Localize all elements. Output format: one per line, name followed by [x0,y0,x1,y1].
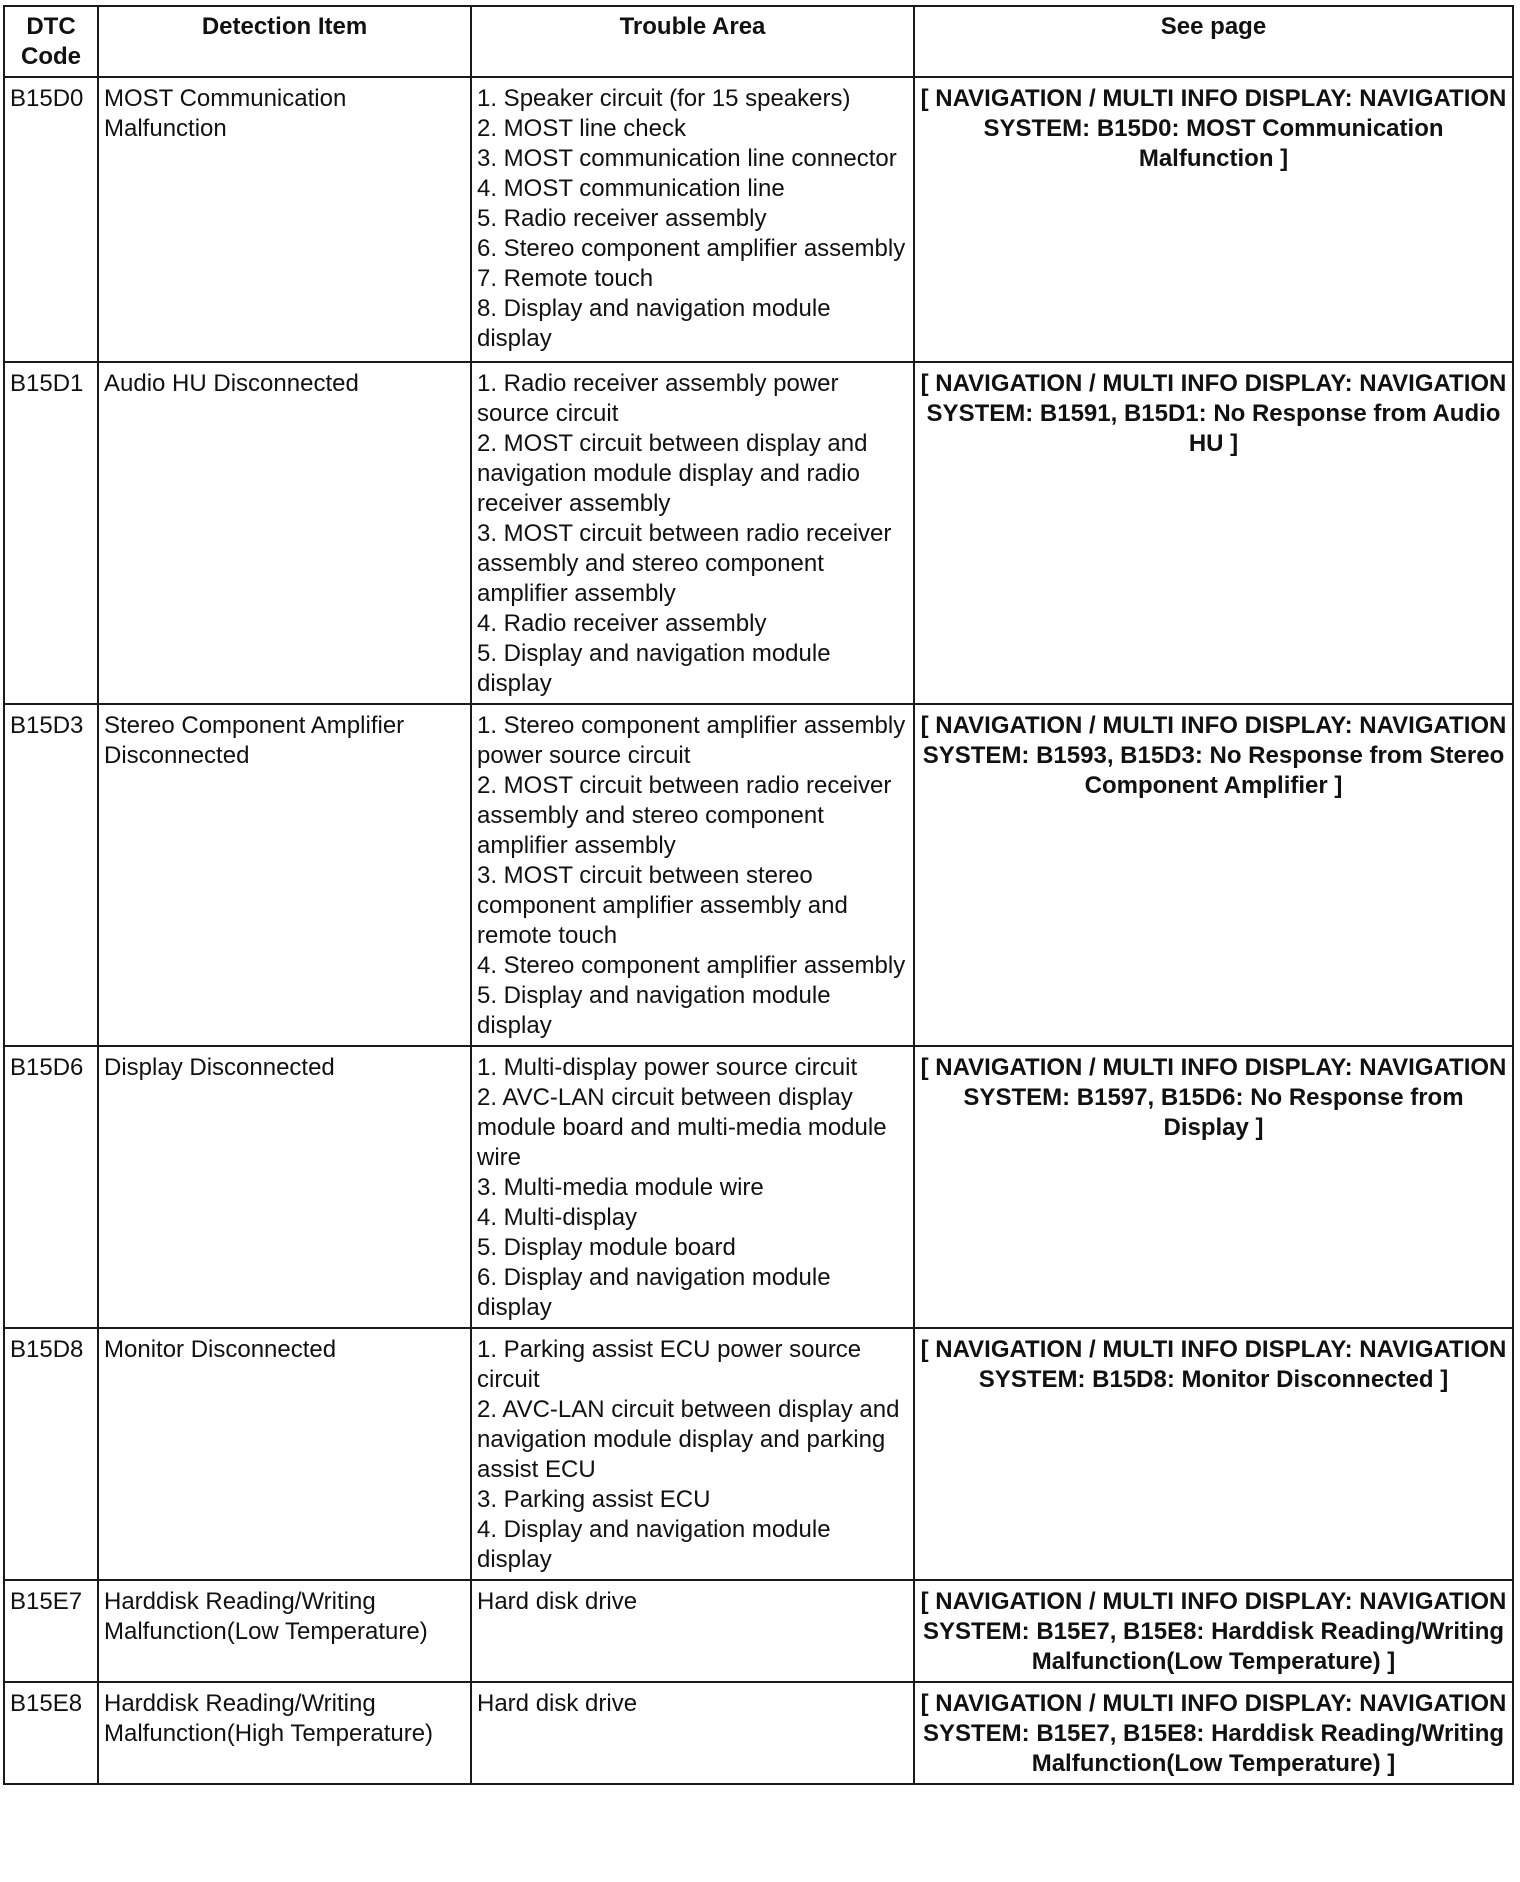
detection-item-cell: Monitor Disconnected [98,1328,471,1580]
dtc-code-cell: B15D8 [4,1328,98,1580]
table-body [4,77,1513,1784]
trouble-area-item: 1. Stereo component amplifier assembly power source circuit [477,712,906,769]
trouble-area-list [477,1689,908,1719]
trouble-area-cell [471,1046,914,1328]
trouble-area-list [477,84,908,354]
table-row [4,704,1513,1046]
trouble-area-cell [471,77,914,362]
trouble-area-cell [471,1580,914,1682]
trouble-area-item: 8. Display and navigation module display [477,295,831,352]
table-row [4,362,1513,704]
trouble-area-item: 5. Radio receiver assembly [477,205,767,232]
see-page-link[interactable]: [ NAVIGATION / MULTI INFO DISPLAY: NAVIGATION SYSTEM: B1593, B15D3: No Response from Stereo Component Amplifier ] [914,704,1513,1046]
header-detection-item: Detection Item [98,6,471,77]
trouble-area-item: 1. Multi-display power source circuit [477,1054,858,1081]
trouble-area-item: 1. Radio receiver assembly power source circuit [477,370,839,427]
detection-item-cell: Display Disconnected [98,1046,471,1328]
detection-item-cell: Harddisk Reading/Writing Malfunction(Low Temperature) [98,1580,471,1682]
trouble-area-item: 7. Remote touch [477,265,654,292]
detection-item-cell: Stereo Component Amplifier Disconnected [98,704,471,1046]
see-page-link[interactable]: [ NAVIGATION / MULTI INFO DISPLAY: NAVIGATION SYSTEM: B15E7, B15E8: Harddisk Reading/Writing Malfunction(Low Temperature) ] [914,1580,1513,1682]
see-page-link[interactable]: [ NAVIGATION / MULTI INFO DISPLAY: NAVIGATION SYSTEM: B1597, B15D6: No Response from Display ] [914,1046,1513,1328]
trouble-area-list [477,1053,908,1323]
trouble-area-cell [471,362,914,704]
trouble-area-item: 4. Stereo component amplifier assembly [477,952,906,979]
trouble-area-item: 2. MOST circuit between display and navigation module display and radio receiver assembly [477,430,868,517]
trouble-area-list [477,369,908,699]
table-row [4,1682,1513,1784]
see-page-link[interactable]: [ NAVIGATION / MULTI INFO DISPLAY: NAVIGATION SYSTEM: B15D8: Monitor Disconnected ] [914,1328,1513,1580]
trouble-area-item: 2. MOST line check [477,115,686,142]
header-trouble-area: Trouble Area [471,6,914,77]
trouble-area-item: 3. Multi-media module wire [477,1174,764,1201]
trouble-area-item: 3. MOST circuit between stereo component amplifier assembly and remote touch [477,862,848,949]
header-see-page: See page [914,6,1513,77]
trouble-area-item: 2. AVC-LAN circuit between display and navigation module display and parking assist ECU [477,1396,900,1483]
trouble-area-item: Hard disk drive [477,1690,638,1717]
trouble-area-cell [471,704,914,1046]
trouble-area-item: 5. Display and navigation module display [477,640,831,697]
table-row [4,1328,1513,1580]
dtc-code-cell: B15E8 [4,1682,98,1784]
trouble-area-item: 4. Display and navigation module display [477,1516,831,1573]
trouble-area-item: 1. Parking assist ECU power source circuit [477,1336,862,1393]
see-page-link[interactable]: [ NAVIGATION / MULTI INFO DISPLAY: NAVIGATION SYSTEM: B1591, B15D1: No Response from Audio HU ] [914,362,1513,704]
trouble-area-cell [471,1328,914,1580]
detection-item-cell: Audio HU Disconnected [98,362,471,704]
trouble-area-item: 3. Parking assist ECU [477,1486,711,1513]
trouble-area-item: 3. MOST communication line connector [477,145,897,172]
trouble-area-item: 4. Multi-display [477,1204,638,1231]
dtc-code-cell: B15D6 [4,1046,98,1328]
trouble-area-item: 2. MOST circuit between radio receiver assembly and stereo component amplifier assembly [477,772,892,859]
detection-item-cell: MOST Communication Malfunction [98,77,471,362]
header-dtc-code-line2: Code [21,43,81,70]
trouble-area-item: 3. MOST circuit between radio receiver assembly and stereo component amplifier assembly [477,520,892,607]
see-page-link[interactable]: [ NAVIGATION / MULTI INFO DISPLAY: NAVIGATION SYSTEM: B15E7, B15E8: Harddisk Reading/Writing Malfunction(Low Temperature) ] [914,1682,1513,1784]
table-row [4,77,1513,362]
trouble-area-list [477,711,908,1041]
trouble-area-item: 5. Display module board [477,1234,736,1261]
header-dtc-code-line1: DTC [26,13,76,40]
see-page-link[interactable]: [ NAVIGATION / MULTI INFO DISPLAY: NAVIGATION SYSTEM: B15D0: MOST Communication Malfunction ] [914,77,1513,362]
dtc-code-cell: B15E7 [4,1580,98,1682]
detection-item-cell: Harddisk Reading/Writing Malfunction(High Temperature) [98,1682,471,1784]
trouble-area-item: 6. Display and navigation module display [477,1264,831,1321]
dtc-code-cell: B15D0 [4,77,98,362]
trouble-area-list [477,1587,908,1617]
trouble-area-item: 4. MOST communication line [477,175,785,202]
dtc-table [3,5,1514,1785]
table-row [4,1580,1513,1682]
header-row [4,6,1513,77]
trouble-area-item: 6. Stereo component amplifier assembly [477,235,906,262]
header-dtc-code [4,6,98,77]
table-header [4,6,1513,77]
trouble-area-list [477,1335,908,1575]
trouble-area-item: 4. Radio receiver assembly [477,610,767,637]
dtc-code-cell: B15D3 [4,704,98,1046]
trouble-area-item: 2. AVC-LAN circuit between display module board and multi-media module wire [477,1084,887,1171]
trouble-area-item: Hard disk drive [477,1588,638,1615]
trouble-area-cell [471,1682,914,1784]
trouble-area-item: 1. Speaker circuit (for 15 speakers) [477,85,851,112]
table-row [4,1046,1513,1328]
trouble-area-item: 5. Display and navigation module display [477,982,831,1039]
dtc-code-cell: B15D1 [4,362,98,704]
